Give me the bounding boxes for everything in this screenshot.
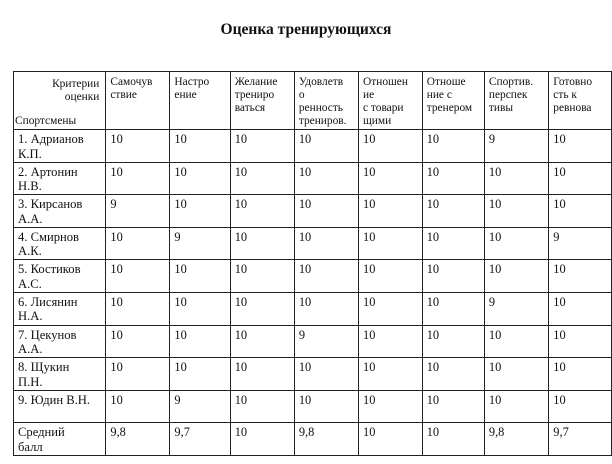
score-cell: 10 [549,162,612,195]
score-cell: 10 [422,292,484,325]
corner-cell [14,72,106,130]
score-cell: 9,8 [484,423,548,456]
score-cell: 10 [294,358,358,391]
score-cell: 9 [106,195,170,228]
score-cell: 10 [549,292,612,325]
athlete-name: 3. Кирсанов А.А. [14,195,106,228]
column-header: Удовлетв о ренность трениров. [294,72,358,130]
score-cell: 10 [170,162,230,195]
table-row [14,195,612,228]
score-cell: 10 [230,260,294,293]
score-cell: 10 [359,260,423,293]
table-row [14,227,612,260]
score-cell: 9 [170,227,230,260]
score-cell: 9 [484,292,548,325]
score-cell: 10 [230,358,294,391]
score-cell: 10 [294,130,358,163]
header-row [14,72,612,130]
table-row [14,130,612,163]
score-cell: 10 [170,130,230,163]
score-cell: 9,8 [106,423,170,456]
score-cell: 10 [359,162,423,195]
score-table [13,71,612,456]
athlete-name: 9. Юдин В.Н. [14,390,106,423]
page-title: Оценка тренирующихся [220,21,392,38]
score-cell: 10 [230,130,294,163]
score-cell: 10 [230,423,294,456]
score-cell: 10 [359,325,423,358]
athlete-name: 1. Адрианов К.П. [14,130,106,163]
athlete-name: 2. Артонин Н.В. [14,162,106,195]
score-cell: 10 [359,358,423,391]
score-cell: 10 [484,358,548,391]
table-row [14,358,612,391]
score-cell: 10 [230,162,294,195]
column-header: Самочув ствие [106,72,170,130]
score-cell: 10 [230,227,294,260]
score-cell: 10 [359,423,423,456]
score-cell: 10 [359,195,423,228]
table-row [14,390,612,423]
score-cell: 10 [294,195,358,228]
column-header: Настро ение [170,72,230,130]
score-cell: 10 [422,390,484,423]
criteria-label: Критерии оценки [52,78,100,103]
score-cell: 10 [484,260,548,293]
score-cell: 10 [422,260,484,293]
table-row [14,260,612,293]
table-row [14,162,612,195]
score-cell: 10 [549,260,612,293]
score-cell: 10 [106,130,170,163]
score-cell: 10 [549,130,612,163]
score-cell: 10 [549,390,612,423]
score-cell: 9 [484,130,548,163]
score-cell: 10 [484,162,548,195]
score-cell: 10 [106,227,170,260]
score-cell: 10 [170,292,230,325]
score-cell: 9,7 [549,423,612,456]
column-header: Желание трениро ваться [230,72,294,130]
score-cell: 10 [549,195,612,228]
score-cell: 10 [106,390,170,423]
athlete-name: 6. Лисянин Н.А. [14,292,106,325]
score-cell: 10 [422,358,484,391]
score-cell: 10 [484,195,548,228]
score-cell: 10 [294,260,358,293]
score-cell: 9 [170,390,230,423]
score-cell: 10 [106,325,170,358]
score-cell: 10 [484,390,548,423]
score-cell: 10 [422,423,484,456]
score-cell: 10 [359,130,423,163]
score-cell: 10 [422,195,484,228]
score-cell: 10 [170,260,230,293]
table-row [14,325,612,358]
athletes-label: Спортсмены [15,115,77,127]
score-cell: 10 [106,260,170,293]
score-cell: 10 [106,162,170,195]
score-cell: 10 [294,162,358,195]
athlete-name: 4. Смирнов А.К. [14,227,106,260]
column-header: Отноше ние с тренером [422,72,484,130]
score-cell: 10 [422,325,484,358]
score-cell: 10 [484,227,548,260]
score-cell: 10 [294,390,358,423]
column-header: Отношен ие с товари щими [359,72,423,130]
column-header: Готовно сть к ревнова [549,72,612,130]
table-row [14,292,612,325]
score-cell: 10 [230,325,294,358]
score-cell: 10 [359,390,423,423]
score-cell: 10 [359,227,423,260]
score-cell: 9,8 [294,423,358,456]
score-cell: 10 [484,325,548,358]
score-cell: 10 [170,195,230,228]
athlete-name: 5. Костиков А.С. [14,260,106,293]
score-cell: 10 [359,292,423,325]
score-cell: 10 [422,162,484,195]
score-cell: 10 [549,325,612,358]
score-cell: 10 [230,292,294,325]
score-cell: 10 [422,130,484,163]
athlete-name: Средний балл [14,423,106,456]
score-cell: 10 [230,390,294,423]
score-cell: 10 [170,325,230,358]
score-cell: 10 [422,227,484,260]
athlete-name: 8. Щукин П.Н. [14,358,106,391]
average-row [14,423,612,456]
score-cell: 10 [106,292,170,325]
column-header: Спортив. перспек тивы [484,72,548,130]
score-cell: 10 [294,227,358,260]
table-container [13,71,612,454]
athlete-name: 7. Цекунов А.А. [14,325,106,358]
score-cell: 9 [549,227,612,260]
score-cell: 10 [549,358,612,391]
score-cell: 10 [230,195,294,228]
score-cell: 10 [106,358,170,391]
score-cell: 10 [294,292,358,325]
score-cell: 9,7 [170,423,230,456]
score-cell: 9 [294,325,358,358]
score-cell: 10 [170,358,230,391]
